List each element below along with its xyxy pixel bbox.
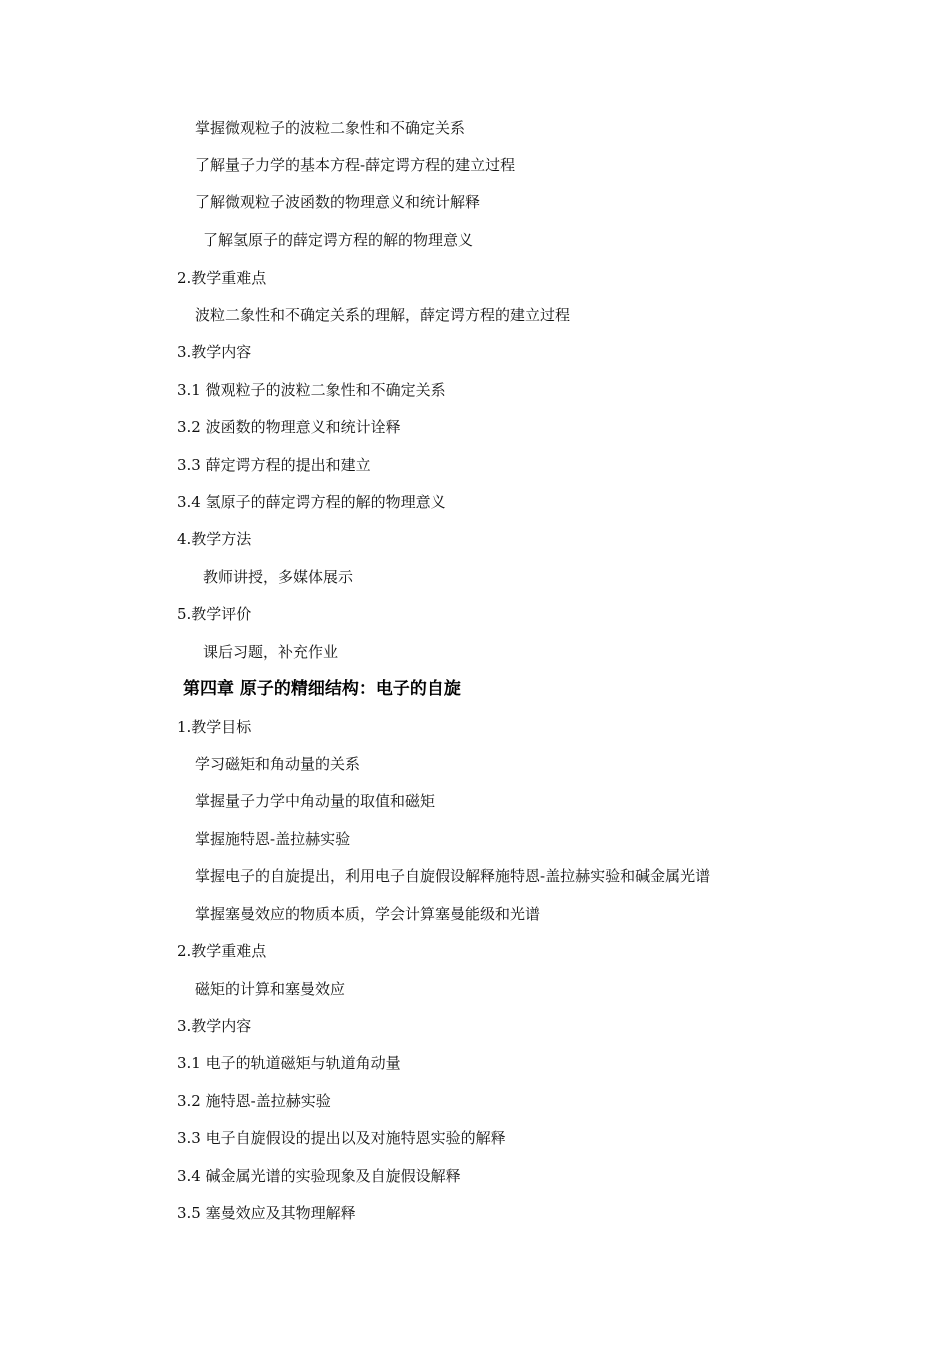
- objective-item: 了解量子力学的基本方程-薛定谔方程的建立过程: [195, 156, 516, 174]
- content-item: 3.3 电子自旋假设的提出以及对施特恩实验的解释: [177, 1129, 506, 1147]
- key-points-label: 2.教学重难点: [177, 942, 267, 960]
- content-item: 3.3 薛定谔方程的提出和建立: [177, 456, 371, 474]
- objective-item: 掌握施特恩-盖拉赫实验: [195, 830, 351, 848]
- method-text: 教师讲授，多媒体展示: [203, 568, 354, 586]
- content-item: 3.2 波函数的物理意义和统计诠释: [177, 418, 401, 436]
- objective-item: 掌握微观粒子的波粒二象性和不确定关系: [195, 119, 466, 137]
- objective-item: 了解氢原子的薛定谔方程的解的物理意义: [203, 231, 474, 249]
- evaluation-text: 课后习题，补充作业: [203, 643, 339, 661]
- objective-item: 掌握电子的自旋提出，利用电子自旋假设解释施特恩-盖拉赫实验和碱金属光谱: [195, 867, 711, 885]
- objective-item: 了解微观粒子波函数的物理意义和统计解释: [195, 193, 481, 211]
- chapter-title: 第四章 原子的精细结构：电子的自旋: [183, 679, 461, 699]
- objectives-label: 1.教学目标: [177, 718, 252, 736]
- content-label: 3.教学内容: [177, 1017, 252, 1035]
- content-item: 3.1 电子的轨道磁矩与轨道角动量: [177, 1054, 401, 1072]
- objective-item: 掌握量子力学中角动量的取值和磁矩: [195, 792, 436, 810]
- objective-item: 掌握塞曼效应的物质本质，学会计算塞曼能级和光谱: [195, 905, 541, 923]
- key-points-text: 磁矩的计算和塞曼效应: [195, 980, 346, 998]
- content-item: 3.4 碱金属光谱的实验现象及自旋假设解释: [177, 1167, 461, 1185]
- objective-item: 学习磁矩和角动量的关系: [195, 755, 361, 773]
- key-points-label: 2.教学重难点: [177, 269, 267, 287]
- content-item: 3.5 塞曼效应及其物理解释: [177, 1204, 356, 1222]
- content-item: 3.1 微观粒子的波粒二象性和不确定关系: [177, 381, 446, 399]
- evaluation-label: 5.教学评价: [177, 605, 252, 623]
- key-points-text: 波粒二象性和不确定关系的理解，薛定谔方程的建立过程: [195, 306, 571, 324]
- method-label: 4.教学方法: [177, 530, 252, 548]
- content-label: 3.教学内容: [177, 343, 252, 361]
- content-item: 3.2 施特恩-盖拉赫实验: [177, 1092, 331, 1110]
- content-item: 3.4 氢原子的薛定谔方程的解的物理意义: [177, 493, 446, 511]
